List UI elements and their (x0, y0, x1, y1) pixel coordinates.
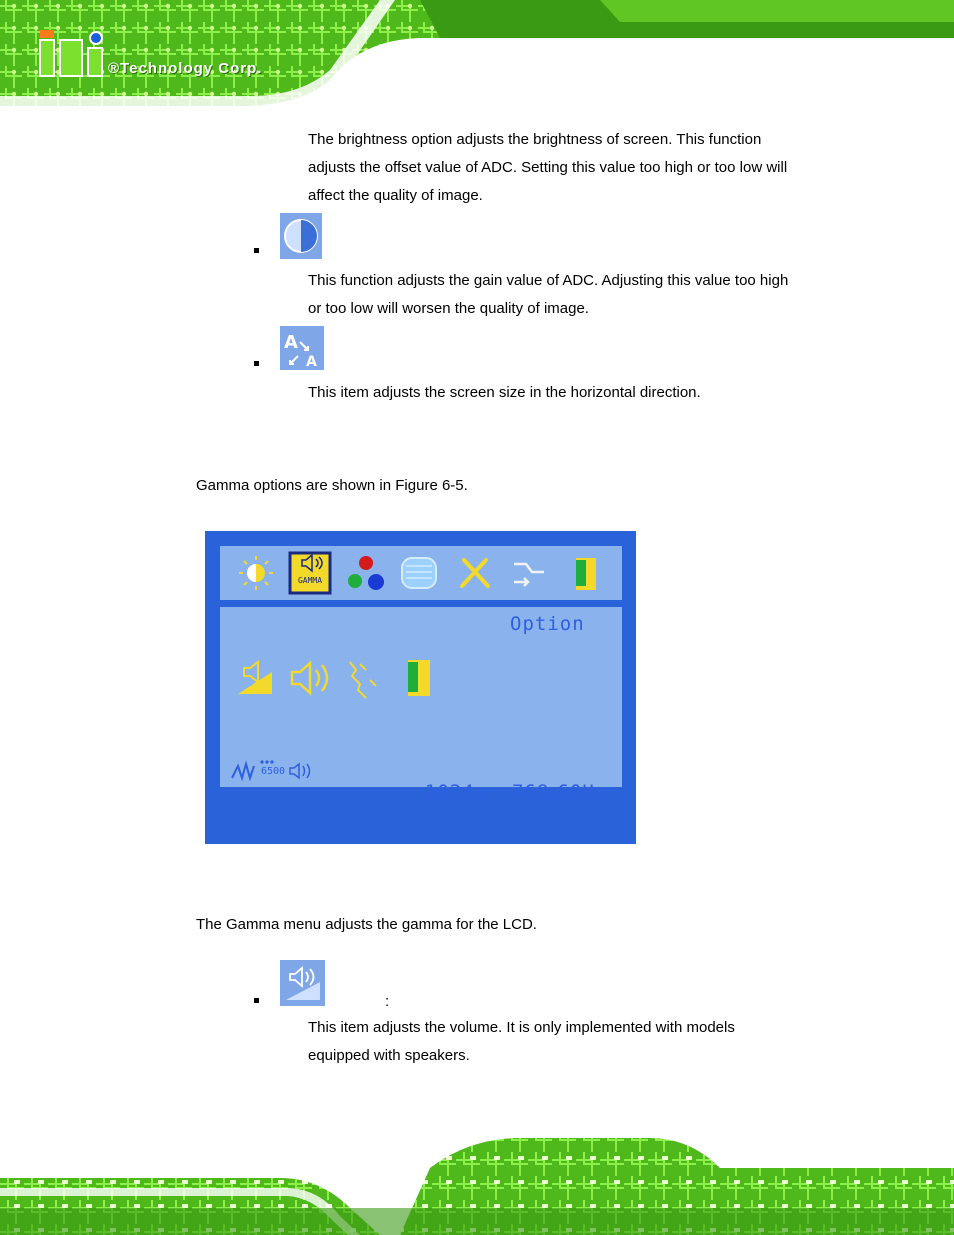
exit-icon (576, 558, 596, 590)
osd-color-temp: 6500 (261, 766, 286, 777)
header-banner (0, 0, 954, 112)
bullet (254, 361, 259, 366)
svg-text:A: A (284, 332, 298, 353)
refresh-rate: 60Hz (557, 781, 608, 803)
mute-icon (350, 662, 376, 698)
brightness-line-1: The brightness option adjusts the brightness of screen. This function (308, 131, 762, 148)
sun-icon (239, 556, 273, 590)
brightness-line-3: affect the quality of image. (308, 187, 483, 204)
contrast-icon (280, 213, 322, 259)
bullet (254, 998, 259, 1003)
brightness-description (308, 126, 828, 210)
color-dots-icon (348, 556, 384, 590)
volume-line-2: equipped with speakers. (308, 1047, 470, 1064)
volume-description (308, 1014, 828, 1070)
volume-icon (280, 960, 325, 1006)
volume-up-icon (238, 662, 272, 694)
svg-text:A: A (306, 354, 317, 370)
at-sign: @ (549, 787, 558, 801)
hsize-icon (280, 326, 324, 370)
osd-option-label: Option (510, 613, 585, 635)
small-speaker-icon (290, 764, 310, 778)
osd-submenu-icons (220, 650, 460, 710)
waveform-icon (232, 764, 254, 778)
image-icon (402, 558, 436, 588)
osd-gamma-label: GAMMA (297, 576, 323, 585)
contrast-description (308, 267, 828, 323)
contrast-line-2: or too low will worsen the quality of image. (308, 300, 589, 317)
brightness-line-2: adjusts the offset value of ADC. Setting this value too high or too low will (308, 159, 788, 176)
speaker-icon (292, 663, 327, 693)
contrast-line-1: This function adjusts the gain value of ADC. Adjusting this value too high (308, 272, 789, 289)
tools-icon (462, 560, 488, 586)
gamma-selected-icon (290, 553, 330, 593)
volume-colon: : (385, 993, 390, 1010)
company-name: ®Technology Corp. (108, 60, 263, 77)
input-arrows-icon (514, 564, 544, 586)
footer-banner (0, 1128, 954, 1235)
osd-resolution (400, 759, 607, 803)
exit-sub-icon (408, 660, 430, 696)
resolution-value: 1024x 768 (424, 781, 550, 803)
hsize-description: This item adjusts the screen size in the horizontal direction. (308, 384, 701, 401)
gamma-intro: Gamma options are shown in Figure 6-5. (196, 477, 468, 494)
gamma-description: The Gamma menu adjusts the gamma for the LCD. (196, 916, 537, 933)
volume-line-1: This item adjusts the volume. It is only implemented with models (308, 1019, 735, 1036)
bullet (254, 248, 259, 253)
osd-menu-icons (220, 546, 622, 600)
